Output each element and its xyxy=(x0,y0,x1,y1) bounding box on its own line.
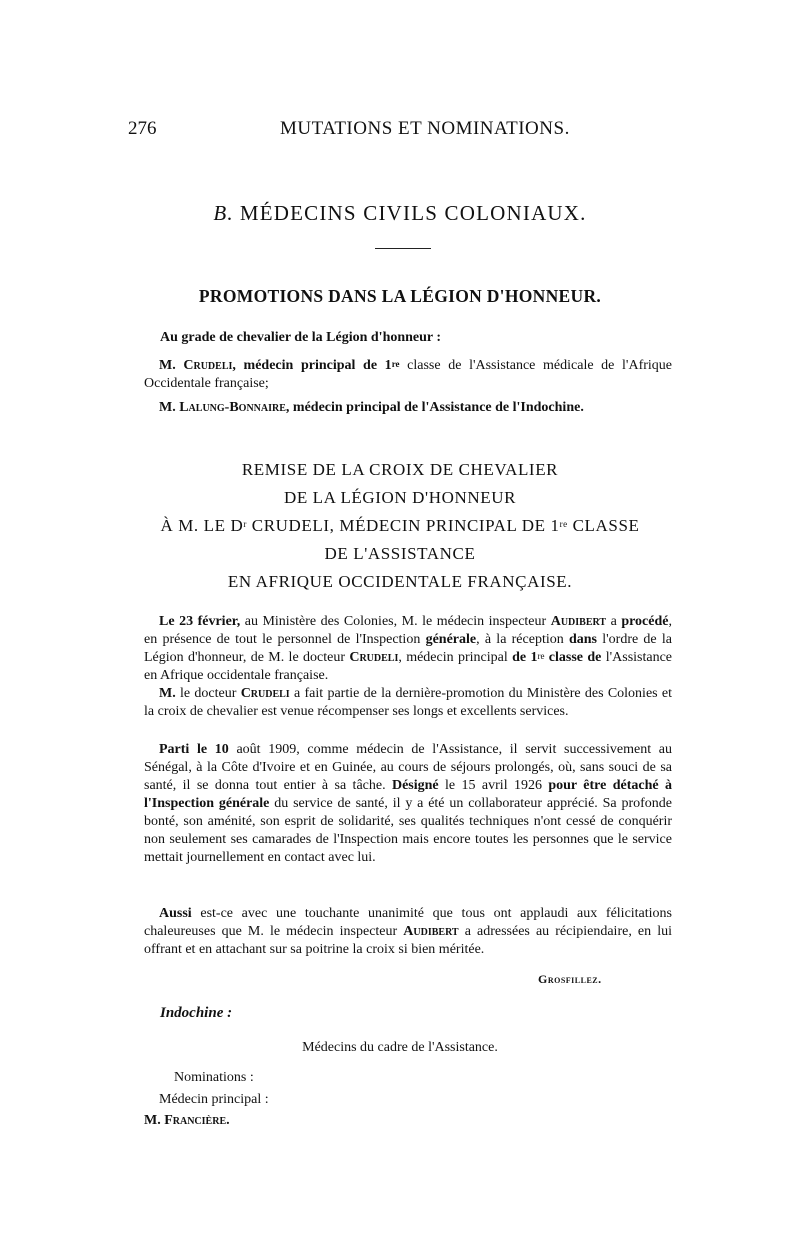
p2-a: M. xyxy=(159,686,176,701)
entry2-name: Lalung-Bonnaire xyxy=(179,400,286,415)
entry2-text: , médecin principal de l'Assistance de l'Indochine. xyxy=(285,400,584,415)
remise-line-5: EN AFRIQUE OCCIDENTALE FRANÇAISE. xyxy=(227,572,573,591)
p3-a: Parti le 10 xyxy=(159,742,229,757)
region-indochine: Indochine : xyxy=(160,1005,233,1021)
entry1-prefix: M. xyxy=(159,358,176,373)
p1-h: dans xyxy=(568,632,597,647)
body-paragraph-3 xyxy=(144,741,672,867)
remise-line-3b: CRUDELI, MÉDECIN PRINCIPAL DE 1 xyxy=(246,516,560,535)
promotions-intro: Au grade de chevalier de la Légion d'honneur : xyxy=(160,330,442,345)
body-paragraph-1 xyxy=(144,613,672,685)
nominations-label: Nominations : xyxy=(174,1070,254,1085)
p1-a: Le 23 février, xyxy=(159,614,241,629)
p3-f: du service de santé, il y a été un collaborateur apprécié. Sa profonde bonté, son aménité, son esprit de solidarité, ses qualités techniques n'ont cessé de conquérir non seulement ses camarades de l'Inspection mais encore toutes les personnes que le service mettait journellement en contact avec lui. xyxy=(144,796,672,865)
p1-k: de 1 xyxy=(512,650,538,665)
nominee-name: Francière. xyxy=(164,1113,230,1128)
entry2-prefix: M. xyxy=(159,400,176,415)
p1-f: générale xyxy=(425,632,477,647)
remise-line-3c: CLASSE xyxy=(567,516,640,535)
entry1-text-a: , médecin principal de 1 xyxy=(232,358,392,373)
promotions-title: PROMOTIONS DANS LA LÉGION D'HONNEUR. xyxy=(198,286,602,306)
p4-name-audibert: Audibert xyxy=(403,924,459,939)
p2-b: le docteur xyxy=(175,686,241,701)
p1-j: , médecin principal xyxy=(398,650,513,665)
p1-d: procédé xyxy=(621,614,669,629)
entry1-sup: re xyxy=(391,359,400,369)
remise-line-1: REMISE DE LA CROIX DE CHEVALIER xyxy=(241,460,559,479)
remise-line-3a: À M. LE D xyxy=(160,516,244,535)
page-number: 276 xyxy=(128,118,157,139)
section-title-text: MÉDECINS CIVILS COLONIAUX. xyxy=(239,201,587,225)
p4-c: a adressées au récipiendaire, en lui offrant et en attachant sur sa poitrine la croix si bien méritée. xyxy=(144,924,672,957)
promotion-entry-1 xyxy=(144,357,672,393)
cadre-heading: Médecins du cadre de l'Assistance. xyxy=(302,1040,498,1055)
rank-label: Médecin principal : xyxy=(159,1092,269,1107)
body-paragraph-4 xyxy=(144,905,672,959)
p1-name-crudeli: Crudeli xyxy=(349,650,399,665)
p3-d: le 15 avril 1926 xyxy=(438,778,549,793)
p1-c: a xyxy=(606,614,622,629)
remise-line-3 xyxy=(130,512,670,540)
page-header xyxy=(128,118,616,146)
p3-e: pour être détaché à l'Inspection générale xyxy=(144,778,672,811)
p2-c: a fait partie de la dernière-promotion du Ministère des Colonies et la croix de chevalier est venue récompenser ses longs et excellents services. xyxy=(144,686,672,719)
p1-m: l'Assistance en Afrique occidentale française. xyxy=(144,650,673,683)
entry1-text-b: classe de l'Assistance médicale de l'Afrique Occidentale française; xyxy=(144,358,672,391)
nominee-prefix: M. xyxy=(144,1113,161,1128)
remise-line-4: DE L'ASSISTANCE xyxy=(324,544,476,563)
body-paragraph-2 xyxy=(144,685,672,721)
p3-b: août 1909, comme médecin de l'Assistance, il servit successivement au Sénégal, à la Côte d'Ivoire et en Guinée, au cours de séjours prolongés, où, sans souci de sa santé, il se donna tout entier à sa tâche. xyxy=(144,742,672,793)
remise-line-3-sup1: r xyxy=(243,519,247,529)
p4-a: Aussi xyxy=(159,906,192,921)
p1-l: classe de xyxy=(544,650,602,665)
p1-g: , à la réception xyxy=(476,632,569,647)
p1-b: au Ministère des Colonies, M. le médecin inspecteur xyxy=(240,614,551,629)
section-rule xyxy=(375,248,431,249)
section-letter: B. xyxy=(213,201,234,225)
p4-b: est-ce avec une touchante unanimité que tous ont applaudi aux félicitations chaleureuses que M. le médecin inspecteur xyxy=(144,906,672,939)
running-title: MUTATIONS ET NOMINATIONS. xyxy=(280,118,570,139)
p2-name-crudeli: Crudeli xyxy=(240,686,290,701)
remise-heading xyxy=(130,456,670,596)
p1-e: , en présence de tout le personnel de l'Inspection xyxy=(144,614,672,647)
p1-sup: re xyxy=(537,651,545,661)
p1-i: l'ordre de la Légion d'honneur, de M. le docteur xyxy=(144,632,672,665)
signature: Grosfillez. xyxy=(538,972,602,986)
remise-line-2: DE LA LÉGION D'HONNEUR xyxy=(283,488,517,507)
section-title xyxy=(0,201,800,226)
promotion-entry-2 xyxy=(159,399,679,417)
remise-line-3-sup2: re xyxy=(559,519,568,529)
nominee xyxy=(144,1113,230,1129)
p3-c: Désigné xyxy=(391,778,439,793)
p1-name-audibert: Audibert xyxy=(550,614,607,629)
entry1-name: Crudeli xyxy=(183,358,233,373)
